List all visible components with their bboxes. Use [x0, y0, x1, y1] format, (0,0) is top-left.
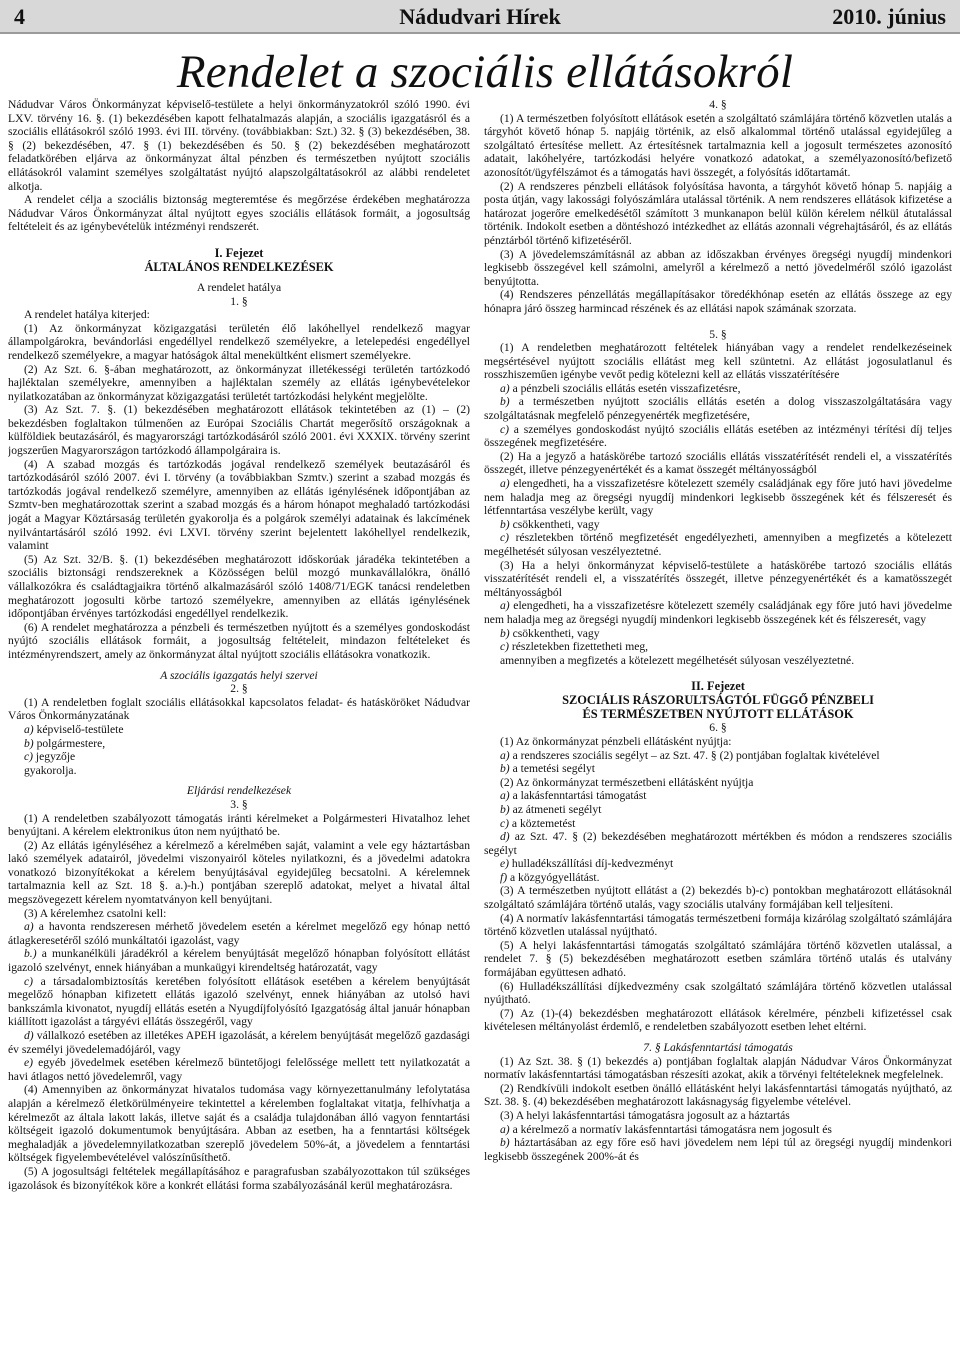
- paragraph: (7) Az (1)-(4) bekezdésben meghatározott ellátások kérelmére, pénzbeli kifizetéssel csak kivételesen méltányolást érdemlő, e rendeletben szabályozott esetben lehet eltérni.: [484, 1006, 952, 1034]
- paragraph: A rendelet hatálya kiterjed:: [24, 308, 150, 322]
- paragraph: (4) A szabad mozgás és tartózkodás jogával rendelkező személyek beutazásáról és tartózkodásáról szóló 2007. évi I. törvény (a továbbiakban Szmtv.) szerint a szabad mozgás és tartózkodás jogával rendelkező személyre, amennyiben az ellátás igénylésének időpontjában az Szmtv-ben meghatározottak szerint a szabad mozgás és a három hónapot meghaladó tartózkodási jogát a Magyar Köztársaság területén gyakorolja és a polgárok személyi adatainak és lakcímének nyilvántartásáról szóló 1992. évi LXVI. törvény szerint bejelentett lakóhellyel rendelkezik, valamint: [8, 457, 470, 553]
- paragraph: (3) Az Szt. 7. §. (1) bekezdésében meghatározott ellátások tekintetében az (1) – (2) bekezdésben foglaltakon túlmenően az Európai Szociális Chartát megerősítő országoknak a külföldiek beutazásáról, és magyarországi tartózkodásáról szóló 2001. évi XXXIX. törvény szerint jogszerűen Magyarországon tartózkodó állampolgáraira is.: [8, 403, 470, 458]
- section-number: 6. §: [709, 721, 727, 735]
- page-number: 4: [14, 4, 25, 29]
- right-column: [484, 98, 952, 1356]
- subsection-title: 7. § Lakásfenntartási támogatás: [643, 1041, 793, 1054]
- paragraph: (1) A rendeletben szabályozott támogatás iránti kérelmeket a Polgármesteri Hivatalhoz lehet benyújtani. A kérelem elektronikus úton nem nyújtható be.: [8, 811, 470, 839]
- list-item: c) részletekben történő megfizetését engedélyezheti, amennyiben a megfizetés a kötelezett megélhetését súlyosan veszélyeztetné.: [484, 531, 952, 558]
- list-item: b) a temetési segélyt: [500, 762, 595, 776]
- paragraph: (5) Az Szt. 32/B. §. (1) bekezdésében meghatározott időskorúak járadéka tekintetében a szociális biztonsági rendszereknek a Közösségen belül mozgó munkavállalókra, önálló vállalkozókra és családtagjaikra történő alkalmazásáról szóló 1408/71/EGK tanácsi rendeletben meghatározott jogosulti körbe tartozó személyekre, amennyiben az ellátás igénylésének időpontjában érvényes tartózkodási engedéllyel rendelkezik.: [8, 552, 470, 621]
- section-number: 4. §: [709, 98, 727, 111]
- list-item: d) az Szt. 47. § (2) bekezdésében meghatározott mértékben és módon a rendszeres szociális segélyt: [484, 830, 952, 857]
- section-number: 2. §: [230, 682, 248, 696]
- list-item: c) jegyzője: [24, 750, 76, 764]
- list-item: a) elengedheti, ha a visszafizetésre kötelezett személy családjának egy főre jutó havi jövedelme nem haladja meg az öregségi nyugdíj mindenkori legkisebb összegének két és félszeresét, vagy: [484, 599, 952, 626]
- paragraph: (3) A helyi lakásfenntartási támogatásra jogosult az a háztartás: [500, 1108, 790, 1122]
- chapter-title: I. Fejezet: [214, 245, 264, 260]
- list-item: a) képviselő-testülete: [24, 722, 124, 736]
- article-title: Rendelet a szociális ellátásokról: [176, 46, 794, 98]
- paragraph: amennyiben a megfizetés a kötelezett megélhetését súlyosan veszélyeztetné.: [500, 653, 855, 667]
- section-number: 5. §: [709, 327, 727, 341]
- left-column: [8, 98, 470, 1356]
- paragraph: (4) Rendszeres pénzellátás megállapításakor töredékhónap esetén az ellátás összege az egy hónapra járó összeg harmincad részének és az ellátási napok számának szorzata.: [484, 288, 952, 315]
- paragraph: (2) Ha a jegyző a hatáskörébe tartozó szociális ellátás visszatérítését rendeli el, a visszatérítés összegét, illetve pénzegyenértékét és a kamat összegét méltányosságból: [484, 449, 952, 477]
- paragraph: (5) A jogosultsági feltételek megállapításához e paragrafusban szabályozottakon túl szükséges igazolások és bizonyítékok köre a konkrét ellátási forma szabályozásánál kerül meghatározásra.: [8, 1164, 470, 1192]
- list-item: a) a rendszeres szociális segélyt – az Szt. 47. § (2) pontjában foglaltak kivételével: [500, 748, 880, 762]
- list-item: a) elengedheti, ha a visszafizetésre kötelezett személy családjának egy főre jutó havi jövedelme nem haladja meg az öregségi nyugdíj mindenkori legkisebb összegének két és félszeresét és létfenntartása veszélybe került, vagy: [484, 477, 952, 518]
- chapter-title: II. Fejezet: [691, 679, 745, 694]
- publication-name: Nádudvari Hírek: [399, 4, 561, 29]
- paragraph: (3) A kérelemhez csatolni kell:: [24, 906, 167, 920]
- paragraph: (2) Az Szt. 6. §-ában meghatározott, az önkormányzat illetékességi területén tartózkodó hajléktalan személyekre, amennyiben a hajléktalan személy az ellátás igénybevételekor nyilatkozatában az önkormányzat közigazgatási területét tartózkodási helyként megjelölte.: [8, 362, 470, 403]
- paragraph: (5) A helyi lakásfenntartási támogatás szolgáltató számlájára történő közvetlen utalással, a rendelet 7. § (5) bekezdésében meghatározott esetben számlára történő utalás és utalvány formájában együttesen adható.: [484, 938, 952, 980]
- issue-date: 2010. június: [832, 4, 946, 29]
- list-item: b) csökkentheti, vagy: [500, 517, 600, 531]
- list-item: b) háztartásában az egy főre eső havi jövedelem nem lépi túl az öregségi nyugdíj mindenkori legkisebb összegének 200%-át és: [484, 1136, 952, 1163]
- list-item: c) a személyes gondoskodást nyújtó szociális ellátás esetében az intézményi térítési díj teljes összegének megfizetésére.: [484, 422, 952, 450]
- list-item: e) egyéb jövedelmek esetében kérelmező büntetőjogi felelőssége mellett tett nyilatkozatát a havi átlagos nettó jövedelemről, vagy: [8, 1056, 470, 1083]
- paragraph: (1) Az Szt. 38. § (1) bekezdés a) pontjában foglaltak alapján Nádudvar Város Önkormányzat normatív lakásfenntartási támogatásban részesíti azokat, akik a törvényi feltételeknek megfelelnek.: [484, 1054, 952, 1082]
- paragraph: (1) A természetben folyósított ellátások esetén a szolgáltató számlájára történő közvetlen utalás a tárgyhót követő hónap 5. napjáig történik, az első alkalommal történő utalással egyidejűleg a szolgáltató értesítése mellett. Az értesítésnek tartalmaznia kell a jogosult természetes azonosító adatait, lakóhelyére, tartózkodási helyére vonatkozó adatokat, a személyazonosító/befizető azonosítót/ügyfélszámot és a támogatás havi összegét, a folyósítás időtartamát.: [484, 111, 952, 179]
- paragraph: (2) A rendszeres pénzbeli ellátások folyósítása havonta, a tárgyhót követő hónap 5. napjáig a posta útján, vagy lakossági folyószámlára utalással történik. A nem rendszeres ellátások kifizetése a határozat jogerőre emelkedésétől számított 3 munkanapon belül külön kérelem nélkül átutalással történik. Indokolt esetben a döntéshozó intézkedhet az ellátás azonnali végrehajtásáról, és az ellátás pénztárból történő kifizetéséről.: [484, 179, 952, 247]
- subsection-title: A szociális igazgatás helyi szervei: [160, 668, 318, 682]
- section-number: 1. §: [230, 294, 248, 308]
- subsection-title: Eljárási rendelkezések: [186, 784, 292, 798]
- paragraph: (4) Amennyiben az önkormányzat hivatalos tudomása vagy környezettanulmány lefolytatása alapján a kérelmező életkörülményeire tekintettel a kérelemben foglaltakat vitatja, felhívhatja a kérelmezőt az általa lakott lakás, illetve saját és a családja tulajdonában álló vagyon fenntartási költségeit igazoló dokumentumok benyújtására. Abban az esetben, ha a fenntartási költségek meghaladják a jövedelemnyilatkozatban szereplő jövedelem 50%-át, a jövedelem a fenntartási költségek figyelembevételével valószínűsíthető.: [8, 1083, 470, 1165]
- paragraph: (3) A természetben nyújtott ellátást a (2) bekezdés b)-c) pontokban meghatározott ellátásoknál szolgáltató számlájára történő utalás, vagy szociális utalvány formájában kell teljesíteni.: [484, 884, 952, 912]
- paragraph: (2) Az ellátás igényléséhez a kérelmező a kérelmében saját, valamint a vele egy háztartásban lakó személyek adatairól, jövedelmi viszonyairól köteles nyilatkozni, és a jövedelmi adatokra vonatkozó bizonyítékokat a kérelem benyújtásával egyidejűleg becsatolni. A kérelemnek tartalmaznia kell az Szt. 18 §. a.)-h.) pontjában szereplő adatokat, melyet a hivatal által megszövegezett kérelem nyomtatványon kell benyújtani.: [8, 838, 470, 907]
- paragraph: (1) Az önkormányzat közigazgatási területén élő lakóhellyel rendelkező magyar állampolgárokra, bevándorlási engedéllyel rendelkező személyekre, a letelepedési engedéllyel rendelkező személyekre, a magyar hatóságok által menekültként elismert személyekre.: [8, 321, 470, 362]
- list-item: b.) a munkanélküli járadékról a kérelem benyújtását megelőző hónapban folyósított ellátást igazoló szelvényt, ennek hiányában a munkaügyi kirendeltség határozatát, vagy: [8, 947, 470, 975]
- section-number: 3. §: [230, 797, 248, 811]
- list-item: d) vállalkozó esetében az illetékes APEH igazolását, a kérelem benyújtását megelőző gazdasági év személyi jövedelemadójáról, vagy: [8, 1029, 470, 1056]
- list-item: a) a pénzbeli szociális ellátás esetén visszafizetésre,: [500, 381, 741, 395]
- list-item: a) a lakásfenntartási támogatást: [500, 789, 647, 803]
- list-item: b) az átmeneti segélyt: [500, 802, 602, 816]
- paragraph: (4) A normatív lakásfenntartási támogatás természetbeni formája kizárólag szolgáltató számlájára történő közvetlen utalással nyújtható.: [484, 911, 952, 939]
- paragraph: (6) Hulladékszállítási díjkedvezmény csak szolgáltató számlájára történő közvetlen utalással nyújtható.: [484, 979, 952, 1007]
- paragraph: (6) A rendelet meghatározza a pénzbeli és természetben nyújtott és a személyes gondoskodást nyújtó szociális ellátások formáit, a jogosultság feltételeit, mindazon feltételeket és intézményrendszert, amely az önkormányzat által nyújtott szociális ellátásokra vonatkozik.: [8, 620, 470, 661]
- list-item: c) a köztemetést: [500, 816, 576, 830]
- list-item: e) hulladékszállítási díj-kedvezményt: [500, 857, 674, 871]
- intro-paragraph: Nádudvar Város Önkormányzat képviselő-testülete a helyi önkormányzatokról szóló 1990. évi LXV. törvény 16. §. (1) bekezdésében kapott felhatalmazás alapján, a szociális igazgatásról és a szociális ellátásokról szóló 1993. évi III. törvény. (továbbiakban: Szt.) 32. § (3) bekezdésében, 38. § (2) bekezdésében, 47. § (1) bekezdésében és 50. § (2) bekezdésében meghatározott feladatkörében eljárva az önkormányzat által pénzben és természetben nyújtott szociális ellátásokról valamint személyes szolgáltatást nyújtó alapszolgáltatásokról az alábbi rendeletet alkotja.: [8, 98, 470, 193]
- list-item: b) a természetben nyújtott szociális ellátás esetén a dolog visszaszolgáltatására vagy szolgáltatásnak megfelelő pénzegyenérték megfizetésére,: [484, 395, 952, 423]
- paragraph: (2) Rendkívüli indokolt esetben önálló ellátásként helyi lakásfenntartási támogatás nyújtható, az Szt. 38. §. (4) bekezdésében meghatározott lakásnagyság figyelembe vételével.: [484, 1081, 952, 1109]
- list-item: b) csökkentheti, vagy: [500, 626, 600, 640]
- paragraph: (3) Ha a helyi önkormányzat képviselő-testülete a hatáskörébe tartozó szociális ellátás visszatérítését rendeli el, a visszatérítés összegét, illetve pénzegyenértékét és a kamatösszegét méltányosságból: [484, 558, 952, 599]
- list-item: a) a havonta rendszeresen mérhető jövedelem esetén a kérelmet megelőző egy hónap nettó átlagkeresetéről szóló munkáltatói igazolást, vagy: [8, 920, 470, 947]
- list-item: a) a kérelmező a normatív lakásfenntartási támogatásra nem jogosult és: [500, 1122, 832, 1136]
- chapter-name: ÉS TERMÉSZETBEN NYÚJTOTT ELLÁTÁSOK: [582, 707, 854, 722]
- list-item: f) a közgyógyellátást.: [500, 870, 600, 884]
- chapter-name: ÁLTALÁNOS RENDELKEZÉSEK: [144, 259, 334, 274]
- paragraph: (1) A rendeletben meghatározott feltételek hiányában vagy a rendelet rendelkezéseinek megsértésével nyújtott szociális ellátást meg kell szüntetni. Az ellátást jogosulatlanul és rosszhiszeműen igénybe vevőt pedig kötelezni kell az ellátás visszatérítésére: [484, 341, 952, 382]
- paragraph: gyakorolja.: [24, 763, 77, 777]
- list-item: c) a társadalombiztosítás keretében folyósított ellátások esetében a kérelem benyújtását megelőző hónapban kifizetett ellátás igazoló szelvényt, ennek hiányában az utolsó havi bankszámla kivonatot, nyugdíj ellátás esetén a Nyugdíjfolyósító Igazgatóság által január hónapban kiállított igazolást a tárgyévi ellátás összegéről, vagy: [8, 974, 470, 1029]
- paragraph: (2) Az önkormányzat természetbeni ellátásként nyújtja: [500, 775, 754, 789]
- paragraph: (3) A jövedelemszámításnál az abban az időszakban érvényes öregségi nyugdíj mindenkori legkisebb összegével kell számolni, amelyről a kérelmező a nettó jövedelméről szóló igazolást benyújtotta.: [484, 247, 952, 288]
- subsection-title: A rendelet hatálya: [196, 280, 282, 294]
- paragraph: (1) Az önkormányzat pénzbeli ellátásként nyújtja:: [500, 734, 732, 748]
- paragraph: (1) A rendeletben foglalt szociális ellátásokkal kapcsolatos feladat- és hatásköröket Nádudvar Város Önkormányzatának: [8, 695, 470, 723]
- list-item: c) részletekben fizettetheti meg,: [500, 640, 649, 654]
- list-item: b) polgármestere,: [24, 736, 106, 750]
- page-header: [0, 0, 960, 34]
- intro-paragraph: A rendelet célja a szociális biztonság megteremtése és megőrzése érdekében meghatározza Nádudvar Város Önkormányzat által nyújtott egyes szociális ellátások formáit, a jogosultság feltételeit és az igénybevételük intézményi rendszerét.: [8, 193, 470, 234]
- chapter-name: SZOCIÁLIS RÁSZORULTSÁGTÓL FÜGGŐ PÉNZBELI: [562, 693, 874, 708]
